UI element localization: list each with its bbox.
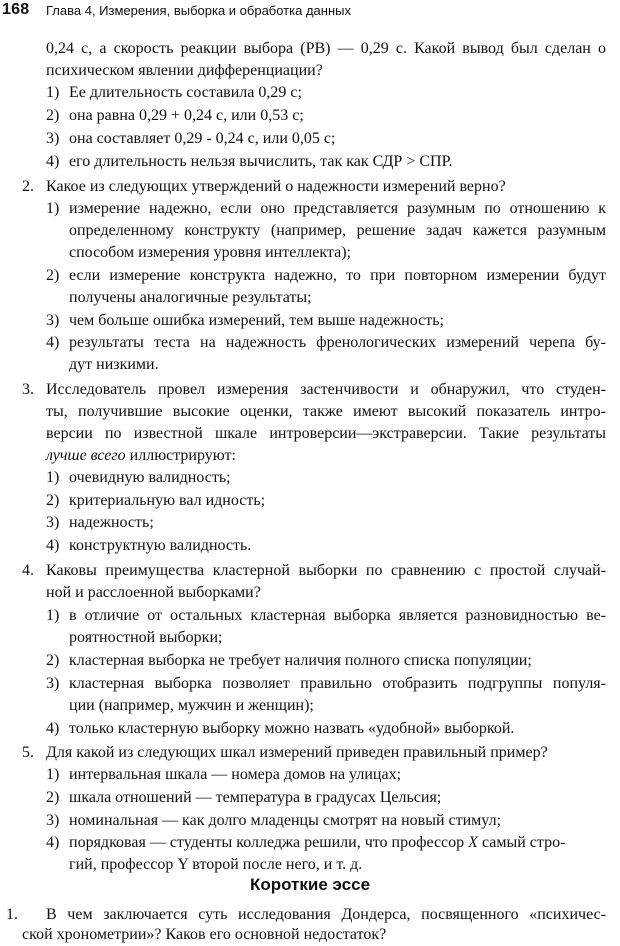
q4-answer-number: 4) <box>46 720 60 737</box>
q4-answer-text: только кластерную выборку можно назвать «удобной» выборкой. <box>69 720 515 737</box>
q3-answer-number: 2) <box>46 492 60 509</box>
q5-answer-number: 2) <box>46 789 60 806</box>
question-number: 4. <box>22 562 34 579</box>
q1-answer-number: 4) <box>46 153 60 170</box>
q5-answer-text <box>69 832 565 854</box>
q5-answer-text: гий, профессор Y второй после него, и т. д. <box>69 856 363 873</box>
q2-answer-text: способом измерения уровня интеллекта); <box>69 244 351 261</box>
question-text <box>46 445 236 467</box>
q2-answer-text: если измерение конструкта надежно, то при повторном измерении будут <box>69 267 606 284</box>
q3-answer-text: надежность; <box>69 514 154 531</box>
q2-answer-number: 2) <box>46 267 60 284</box>
q3-answer-text: критериальную вал идность; <box>69 492 266 509</box>
q3-answer-number: 4) <box>46 537 60 554</box>
q4-answer-text: роятностной выборки; <box>69 629 223 646</box>
q1-answer-number: 2) <box>46 107 60 124</box>
q3-answer-number: 3) <box>46 514 60 531</box>
running-title: Глава 4, Измерения, выборка и обработка данных <box>46 3 351 18</box>
q5-answer-number: 1) <box>46 766 60 783</box>
question-text: Для какой из следующих шкал измерений приведен правильный пример? <box>46 744 548 761</box>
question-text: Исследователь провел измерения застенчивости и обнаружил, что студен- <box>46 381 606 398</box>
q4-answer-number: 3) <box>46 675 60 692</box>
q5-answer-number: 3) <box>46 812 60 829</box>
question-number: 2. <box>22 178 34 195</box>
variable-x: X <box>468 834 478 851</box>
q4-answer-number: 2) <box>46 652 60 669</box>
q1-answer-text: его длительность нельзя вычислить, так как СДР > СПР. <box>69 153 453 170</box>
question-text: Каковы преимущества кластерной выборки по сравнению с простой случай- <box>46 562 606 579</box>
question-text-rest: иллюстрируют: <box>125 447 236 464</box>
q5-answer-text: номинальная — как долго младенцы смотрят на новый стимул; <box>69 812 502 829</box>
emphasis-text: лучше всего <box>46 447 126 464</box>
q3-answer-text: очевидную валидность; <box>69 469 231 486</box>
question-text: Какое из следующих утверждений о надежности измерений верно? <box>46 178 506 195</box>
q5-answer-number: 4) <box>46 834 60 851</box>
q2-answer-text: измерение надежно, если оно представляется разумным по отношению к <box>69 200 606 217</box>
q1-answer-text: Ее длительность составила 0,29 с; <box>69 84 302 101</box>
q2-answer-number: 4) <box>46 334 60 351</box>
q4-answer-number: 1) <box>46 607 60 624</box>
q4-answer-text: кластерная выборка не требует наличия полного списка популяции; <box>69 652 532 669</box>
q2-answer-text: определенному конструкту (например, решение задач кажется разумным <box>69 222 606 239</box>
essay-text: В чем заключается суть исследования Дондерса, посвященного «психичес- <box>46 906 606 923</box>
q2-answer-number: 3) <box>46 312 60 329</box>
q2-answer-text: получены аналогичные результаты; <box>69 289 312 306</box>
intro-line-2: психическом явлении дифференциации? <box>46 62 323 79</box>
section-title: Короткие эссе <box>249 875 371 894</box>
q3-answer-number: 1) <box>46 469 60 486</box>
question-number: 3. <box>22 381 34 398</box>
q2-answer-text: результаты теста на надежность френологических измерений черепа бу- <box>69 334 606 351</box>
q2-answer-text: чем больше ошибка измерений, тем выше надежность; <box>69 312 444 329</box>
q1-answer-text: она равна 0,29 + 0,24 с, или 0,53 с; <box>69 107 304 124</box>
page-header <box>0 0 620 22</box>
q5-answer-text: шкала отношений — температура в градусах Цельсия; <box>69 789 442 806</box>
q5-answer-text-part: порядковая — студенты колледжа решили, что профессор <box>69 834 469 851</box>
question-text: версии по известной шкале интроверсии—экстраверсии. Такие результаты <box>46 425 606 442</box>
q1-answer-number: 3) <box>46 130 60 147</box>
essay-number: 1. <box>6 906 18 923</box>
essay-text: ской хронометрии»? Каков его основной недостаток? <box>22 926 387 943</box>
intro-line-1: 0,24 с, а скорость реакции выбора (РВ) — 0,29 с. Какой вывод был сделан о <box>46 40 606 57</box>
question-number: 5. <box>22 744 34 761</box>
q4-answer-text: в отличие от остальных кластерная выборка является разновидностью ве- <box>69 607 606 624</box>
q5-answer-text: интервальная шкала — номера домов на улицах; <box>69 766 402 783</box>
question-text: ты, получившие высокие оценки, также имеют высокий показатель интро- <box>46 403 606 420</box>
q4-answer-text: кластерная выборка позволяет правильно отобразить подгруппы популя- <box>69 675 606 692</box>
q5-answer-text-part: самый стро- <box>477 834 566 851</box>
q4-answer-text: ции (например, мужчин и женщин); <box>69 697 314 714</box>
q1-answer-text: она составляет 0,29 - 0,24 с, или 0,05 с; <box>69 130 336 147</box>
question-text: ной и расслоенной выборками? <box>46 584 261 601</box>
page-number: 168 <box>2 1 30 18</box>
q1-answer-number: 1) <box>46 84 60 101</box>
q2-answer-number: 1) <box>46 200 60 217</box>
q2-answer-text: дут низкими. <box>69 356 159 373</box>
q3-answer-text: конструктную валидность. <box>69 537 252 554</box>
